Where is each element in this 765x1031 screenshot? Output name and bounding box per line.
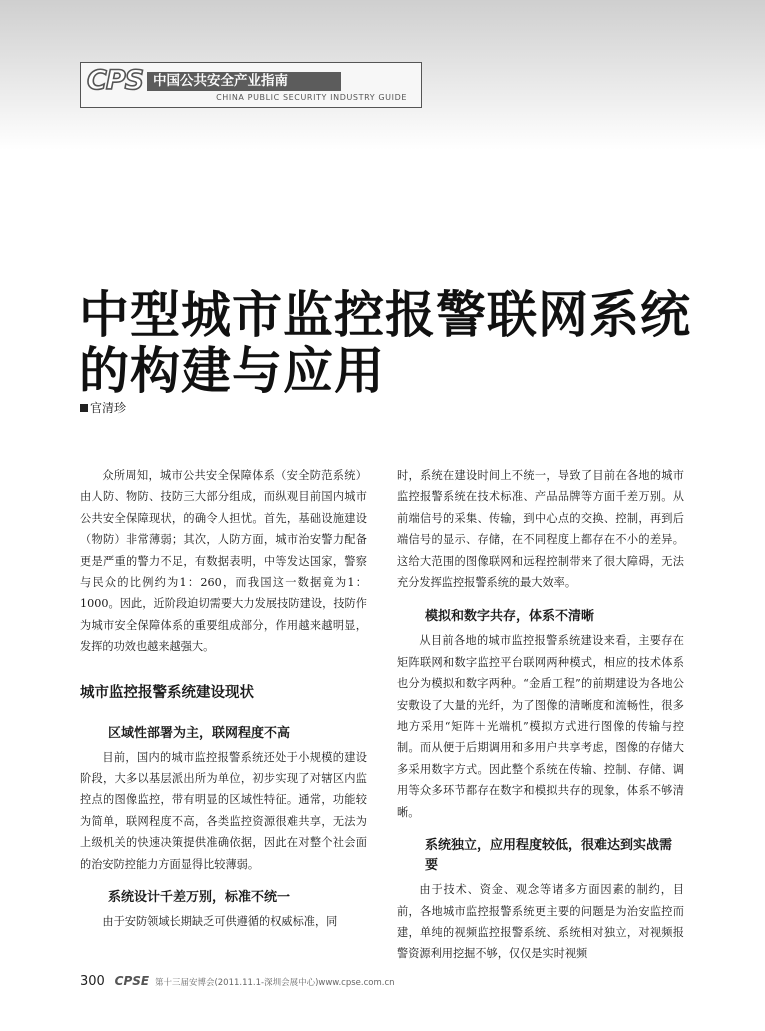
footer-brand: CPSE <box>114 974 150 988</box>
author-square-icon <box>80 404 88 412</box>
independent-paragraph: 由于技术、资金、观念等诸多方面因素的制约，目前，各地城市监控报警系统更主要的问题是为治安监控而建，单纯的视频监控报警系统、系统相对独立，对视频报警资源利用挖掘不够，仅仅是实时视频 <box>397 883 684 961</box>
journal-header <box>80 62 422 108</box>
left-column <box>80 465 367 933</box>
analog-digital-paragraph: 从目前各地的城市监控报警系统建设来看，主要存在矩阵联网和数字监控平台联网两种模式，相应的技术体系也分为模拟和数字两种。“金盾工程”的前期建设为各地公安敷设了大量的光纤，为了图像的清晰度和流畅性，很多地方采用“矩阵＋光端机”模拟方式进行图像的传输与控制。而从便于后期调用和多用户共享考虑，图像的存储大多采用数字方式。因此整个系统在传输、控制、存储、调用等众多环节都存在数字和模拟共存的现象，体系不够清晰。 <box>397 634 684 819</box>
subheading-independent: 系统独立，应用程度较低，很难达到实战需要 <box>425 838 673 874</box>
author-line <box>80 401 126 415</box>
subheading-regional: 区域性部署为主，联网程度不高 <box>108 725 291 741</box>
section-heading: 城市监控报警系统建设现状 <box>80 684 254 701</box>
intro-paragraph: 众所周知，城市公共安全保障体系（安全防范系统）由人防、物防、技防三大部分组成，而纵观目前国内城市公共安全保障现状，的确令人担忧。首先，基础设施建设（物防）非常薄弱；其次，人防方面，城市治安警力配备更是严重的警力不足，有数据表明，中等发达国家，警察与民众的比例约为1：260，而我国这一数据竟为1：1000。因此，近阶段迫切需要大力发展技防建设，技防作为城市安全保障体系的重要组成部分，作用越来越明显，发挥的功效也越来越强大。 <box>80 469 367 654</box>
subheading-standards: 系统设计千差万别，标准不统一 <box>108 890 291 906</box>
article-title <box>79 287 699 399</box>
standards-paragraph-start: 由于安防领域长期缺乏可供遵循的权威标准，同 <box>102 915 338 929</box>
cps-logo: CPS <box>87 65 144 96</box>
page-footer <box>80 974 395 990</box>
footer-info: 第十三届安博会(2011.11.1-深圳会展中心)www.cpse.com.cn <box>154 978 395 988</box>
article-title-line1: 中型城市监控报警联网系统 <box>79 286 691 344</box>
page-number: 300 <box>80 974 105 989</box>
author-name: 官清珍 <box>90 401 127 415</box>
subheading-analog-digital: 模拟和数字共存，体系不清晰 <box>425 609 595 625</box>
regional-paragraph: 目前，国内的城市监控报警系统还处于小规模的建设阶段，大多以基层派出所为单位，初步实现了对辖区内监控点的图像监控，带有明显的区域性特征。通常，功能较为简单，联网程度不高，各类监控资源很难共享，无法为上级机关的快速决策提供准确依据，因此在对整个社会面的治安防控能力方面显得比较薄弱。 <box>80 750 367 871</box>
header-subtitle: CHINA PUBLIC SECURITY INDUSTRY GUIDE <box>216 93 407 102</box>
header-title: 中国公共安全产业指南 <box>153 73 288 89</box>
right-column <box>397 465 684 965</box>
standards-paragraph-cont: 时，系统在建设时间上不统一，导致了目前在各地的城市监控报警系统在技术标准、产品品牌等方面千差万别。从前端信号的采集、传输，到中心点的交换、控制，再到后端信号的显示、存储，在不同程度上都存在不小的差异。这给大范围的图像联网和远程控制带来了很大障碍，无法充分发挥监控报警系统的最大效率。 <box>397 469 684 590</box>
article-title-line2: 的构建与应用 <box>79 342 385 400</box>
